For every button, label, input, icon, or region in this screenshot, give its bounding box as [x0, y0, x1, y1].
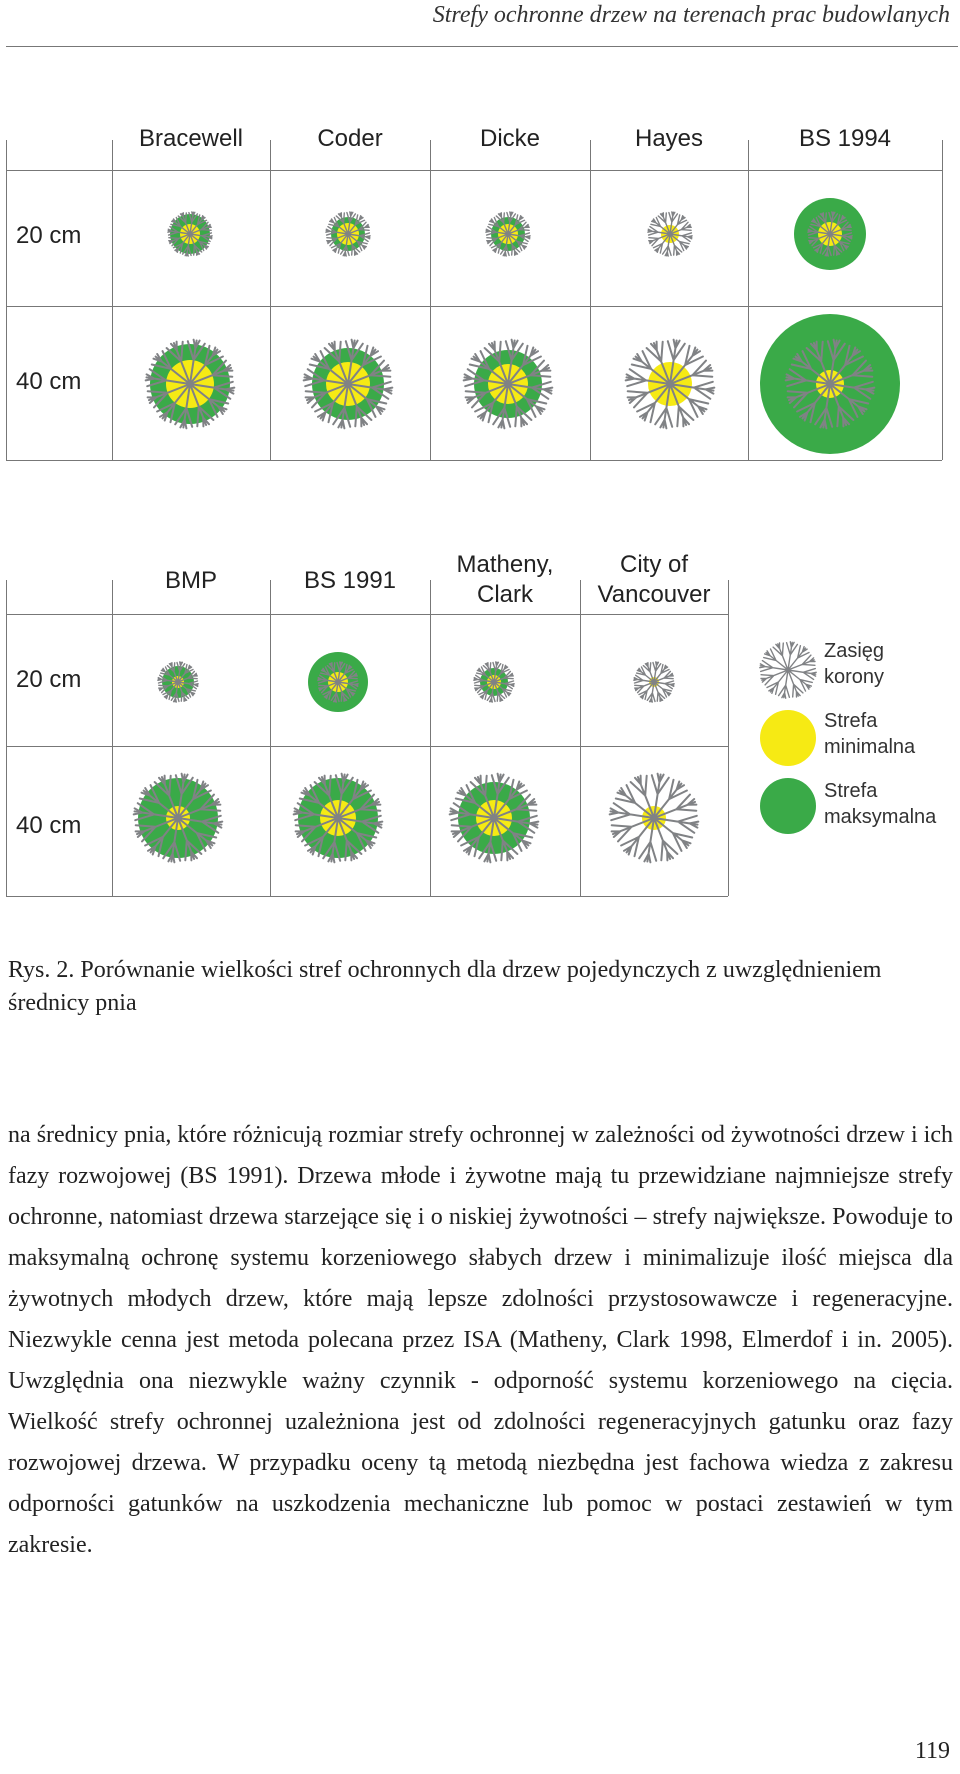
crown-branches [486, 212, 530, 256]
body-paragraph: na średnicy pnia, które różnicują rozmiar strefy ochronnej w zależności od żywotności drzew i ich fazy rozwojowej (BS 1991). Drzewa młode i żywotne mają tu przewidziane najmniejsze strefy ochronne, natomiast drzewa starzejące się i o niskiej żywotności – strefy największe. Powoduje to maksymalną ochronę systemu korzeniowego słabych drzew i minimalizuje ilość miejsca dla żywotnych młodych drzew, które mają lepsze zdolności przystosowawcze i regeneracyjne. Niezwykle cenna jest metoda polecana przez ISA (Matheny, Clark 1998, Elmerdof i in. 2005). Uwzględnia ona niezwykle ważny czynnik - odporność systemu korzeniowego na cięcia. Wielkość strefy ochronnej uzależniona jest od zdolności regeneracyjnych gatunku oraz fazy rozwojowej drzewa. W przypadku oceny tą metodą niezbędna jest fachowa wiedza z zakresu odporności gatunków na uszkodzenia mechaniczne lub pomoc w postaci zestawień w tym zakresie. [8, 1122, 953, 1558]
crown-branches [626, 340, 715, 429]
tree-icon [632, 660, 676, 704]
column-header: BS 1994 [798, 125, 892, 152]
tree-icon [306, 650, 370, 714]
column-header: Matheny, Clark [456, 551, 554, 608]
crown-branches [326, 212, 370, 256]
row-header: 40 cm [16, 368, 82, 395]
divider [942, 140, 943, 460]
tree-icon [608, 772, 700, 864]
divider [6, 580, 7, 896]
tree-icon [792, 196, 868, 272]
crown-branches [634, 662, 674, 702]
legend-crown-icon [758, 640, 818, 700]
divider [430, 580, 431, 896]
minimal-zone [760, 710, 816, 766]
divider [728, 580, 729, 896]
legend-minimal-icon [758, 708, 818, 768]
crown-branches [158, 662, 198, 702]
legend-minimal-label: Strefa minimalna [824, 710, 916, 758]
figure-caption: Rys. 2. Porównanie wielkości stref ochronnych dla drzew pojedynczych z uwzględnieniem średnicy pnia [8, 957, 882, 1016]
legend-maximal-icon [758, 776, 818, 836]
crown-branches [648, 212, 692, 256]
row-header: 20 cm [16, 222, 82, 249]
tree-icon [324, 210, 372, 258]
divider [580, 580, 581, 896]
column-header: City of Vancouver [597, 551, 711, 608]
divider [6, 170, 942, 171]
crown-branches [610, 774, 699, 863]
column-header: BMP [164, 567, 217, 594]
tree-icon [132, 772, 224, 864]
tree-icon [646, 210, 694, 258]
running-header: Strefy ochronne drzew na terenach prac budowlanych [432, 2, 950, 28]
row-header: 40 cm [16, 812, 82, 839]
divider [270, 140, 271, 460]
tree-icon [472, 660, 516, 704]
divider [112, 140, 113, 460]
tree-icon [462, 338, 554, 430]
column-header: Dicke [479, 125, 540, 152]
tree-icon [292, 772, 384, 864]
divider [6, 614, 728, 615]
divider [590, 140, 591, 460]
divider [430, 140, 431, 460]
row-header: 20 cm [16, 666, 82, 693]
divider [6, 460, 942, 461]
tree-icon [144, 338, 236, 430]
divider [6, 896, 728, 897]
tree-icon [156, 660, 200, 704]
divider [112, 580, 113, 896]
column-header: Bracewell [138, 125, 244, 152]
legend-maximal-label: Strefa maksymalna [824, 780, 937, 828]
page-number: 119 [914, 1738, 950, 1764]
column-header: Coder [317, 125, 383, 152]
divider [6, 746, 728, 747]
tree-icon [302, 338, 394, 430]
maximal-zone [760, 778, 816, 834]
tree-icon [624, 338, 716, 430]
column-header: BS 1991 [303, 567, 397, 594]
tree-icon [166, 210, 214, 258]
divider [6, 140, 7, 460]
legend-crown-label: Zasięg korony [824, 640, 885, 688]
crown-branches [474, 662, 514, 702]
tree-icon [448, 772, 540, 864]
crown-branches [168, 212, 212, 256]
header-rule [6, 46, 958, 47]
divider [270, 580, 271, 896]
crown-branches [760, 642, 816, 698]
column-header: Hayes [634, 125, 704, 152]
tree-icon [758, 312, 902, 456]
divider [748, 140, 749, 460]
divider [6, 306, 942, 307]
tree-icon [484, 210, 532, 258]
